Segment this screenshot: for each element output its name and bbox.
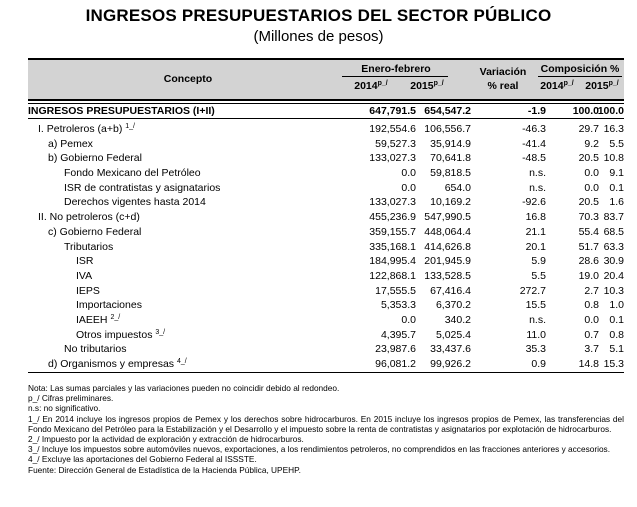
value-2015: 547,990.5 [424, 211, 471, 224]
value-2015: 70,641.8 [430, 152, 471, 165]
value-2015: 67,416.4 [430, 284, 471, 297]
value-2014: 23,987.6 [375, 343, 416, 356]
composicion-2015: 9.1 [609, 167, 624, 180]
row-label: IAEEH $^{2\_/}$ [76, 313, 121, 326]
value-2014: 4,395.7 [380, 328, 416, 341]
value-2014: 133,027.3 [369, 152, 416, 165]
table-row [28, 342, 624, 357]
value-2015: 59,818.5 [430, 167, 471, 180]
variacion-real: n.s. [529, 167, 546, 180]
header-real: % real [487, 80, 519, 92]
composicion-2015: 63.3 [603, 240, 624, 253]
table-body [28, 103, 624, 373]
footnote-ref: 1_/ [125, 123, 135, 130]
value-2015: 99,926.2 [430, 358, 471, 370]
table-row [28, 357, 624, 373]
composicion-2014: 20.5 [578, 196, 599, 209]
footnote-ref: 2_/ [110, 313, 121, 321]
row-label: a) Pemex [48, 137, 93, 150]
table-row [28, 151, 624, 166]
table-row [28, 195, 624, 210]
composicion-2014: 100.0 [572, 105, 599, 117]
row-label: Otros impuestos $^{3\_/}$ [76, 328, 166, 341]
note-preliminares: p_/ Cifras preliminares. [28, 393, 114, 404]
note-4: 4_/ Excluye las aportaciones del Gobierno Federal al ISSSTE. [28, 454, 257, 465]
value-2014: 59,527.3 [375, 137, 416, 150]
composicion-2015: 30.9 [603, 255, 624, 268]
value-2015: 6,370.2 [435, 299, 471, 312]
note-no-significativo: n.s: no significativo. [28, 403, 101, 414]
footnotes [28, 383, 624, 475]
row-label: Derechos vigentes hasta 2014 [64, 196, 206, 209]
table-row [28, 137, 624, 152]
composicion-2015: 5.5 [609, 137, 624, 150]
value-2014: 192,554.6 [369, 123, 416, 135]
table-row [28, 328, 624, 343]
composicion-2015: 1.0 [609, 299, 624, 312]
variacion-real: -48.5 [522, 152, 546, 165]
value-2014: 17,555.5 [375, 284, 416, 297]
table-header [28, 58, 624, 101]
value-2014: 0.0 [401, 313, 416, 326]
note-redondeo: Nota: Las sumas parciales y las variaciones pueden no coincidir debido al redondeo. [28, 383, 340, 393]
composicion-2015: 5.1 [609, 343, 624, 356]
row-label: II. No petroleros (c+d) [38, 211, 140, 224]
composicion-2015: 16.3 [603, 123, 624, 135]
composicion-2015: 10.3 [603, 284, 624, 297]
table-row [28, 313, 624, 328]
row-label: Importaciones [76, 299, 142, 312]
value-2015: 5,025.4 [435, 328, 471, 341]
composicion-2014: 51.7 [578, 240, 599, 253]
header-underline-composicion [538, 76, 622, 77]
value-2014: 184,995.4 [369, 255, 416, 268]
composicion-2015: 15.3 [603, 358, 624, 370]
variacion-real: 16.8 [525, 211, 546, 224]
composicion-2014: 28.6 [578, 255, 599, 268]
table-row [28, 181, 624, 196]
table-row [28, 103, 624, 119]
composicion-2014: 19.0 [578, 269, 599, 282]
footnote-ref: 3_/ [155, 328, 166, 336]
row-label: c) Gobierno Federal [48, 225, 142, 238]
composicion-2015: 100.0 [597, 105, 624, 117]
note-fuente: Fuente: Dirección General de Estadística de la Hacienda Pública, UPEHP. [28, 464, 301, 475]
variacion-real: -1.9 [527, 105, 546, 117]
row-label: Tributarios [64, 240, 114, 253]
header-year-2014: $2014^{p\_/}$ [354, 80, 388, 92]
row-label: d) Organismos y empresas $^{4\_/}$ [48, 358, 187, 370]
variacion-real: -46.3 [522, 123, 546, 135]
variacion-real: 20.1 [525, 240, 546, 253]
composicion-2014: 3.7 [584, 343, 599, 356]
composicion-2014: 20.5 [578, 152, 599, 165]
variacion-real: 35.3 [525, 343, 546, 356]
table-row [28, 122, 624, 137]
row-label: ISR de contratistas y asignatarios [64, 181, 221, 194]
header-variacion: Variación [479, 66, 527, 78]
note-1: 1_/ En 2014 incluye los ingresos propios de Pemex y los derechos sobre hidrocarburos. En 2015 incluye los ingresos propios de Pemex, las transferencias del Fondo Mexicano del Petróleo para la Estabilización y el Desarrollo y el impuesto sobre la renta de contratistas y asignatarios por explotación de hidrocarburos. [28, 413, 624, 434]
value-2014: 133,027.3 [369, 196, 416, 209]
row-label: I. Petroleros (a+b) $^{1\_/}$ [38, 123, 135, 135]
row-label: IVA [76, 269, 93, 282]
value-2014: 455,236.9 [369, 211, 416, 224]
value-2014: 335,168.1 [369, 240, 416, 253]
header-comp-2015: $2015^{p\_/}$ [585, 80, 619, 92]
variacion-real: 0.9 [531, 358, 546, 370]
composicion-2014: 0.0 [584, 313, 599, 326]
value-2015: 10,169.2 [430, 196, 471, 209]
composicion-2015: 0.8 [609, 328, 624, 341]
composicion-2015: 68.5 [603, 225, 624, 238]
row-label: ISR [76, 255, 94, 268]
composicion-2014: 0.0 [584, 167, 599, 180]
composicion-2014: 29.7 [578, 123, 599, 135]
variacion-real: 15.5 [525, 299, 546, 312]
header-composicion: Composición % [540, 63, 620, 75]
header-comp-2014: $2014^{p\_/}$ [540, 80, 574, 92]
composicion-2015: 20.4 [603, 269, 624, 282]
composicion-2014: 9.2 [584, 137, 599, 150]
composicion-2014: 2.7 [584, 284, 599, 297]
table-row [28, 210, 624, 225]
value-2015: 654.0 [444, 181, 471, 194]
header-enero-febrero: Enero-febrero [361, 63, 431, 75]
footnote-ref: 4_/ [176, 358, 187, 365]
composicion-2015: 10.8 [603, 152, 624, 165]
variacion-real: 21.1 [525, 225, 546, 238]
value-2015: 448,064.4 [424, 225, 471, 238]
variacion-real: -92.6 [522, 196, 546, 209]
value-2015: 654,547.2 [424, 105, 471, 117]
header-concepto: Concepto [163, 73, 213, 85]
row-label: INGRESOS PRESUPUESTARIOS (I+II) [28, 105, 215, 117]
composicion-2014: 0.0 [584, 181, 599, 194]
value-2015: 35,914.9 [430, 137, 471, 150]
variacion-real: 272.7 [519, 284, 546, 297]
value-2014: 122,868.1 [369, 269, 416, 282]
row-label: Fondo Mexicano del Petróleo [64, 167, 201, 180]
variacion-real: 5.9 [531, 255, 546, 268]
table-row [28, 225, 624, 240]
variacion-real: 5.5 [531, 269, 546, 282]
header-year-2015: $2015^{p\_/}$ [410, 80, 444, 92]
composicion-2015: 0.1 [609, 181, 624, 194]
note-3: 3_/ Incluye los impuestos sobre automóviles nuevos, exportaciones, a los rendimientos petroleros, no comprendidos en las fracciones anteriores y accesorios. [28, 444, 611, 455]
row-label: b) Gobierno Federal [48, 152, 142, 165]
table-row [28, 269, 624, 284]
value-2014: 647,791.5 [369, 105, 416, 117]
variacion-real: n.s. [529, 313, 546, 326]
value-2014: 0.0 [401, 167, 416, 180]
page-subtitle: (Millones de pesos) [253, 28, 384, 45]
value-2015: 340.2 [444, 313, 471, 326]
composicion-2014: 0.8 [584, 299, 599, 312]
variacion-real: n.s. [529, 181, 546, 194]
note-2: 2_/ Impuesto por la actividad de exploración y extracción de hidrocarburos. [28, 434, 304, 445]
variacion-real: -41.4 [522, 137, 546, 150]
value-2014: 5,353.3 [380, 299, 416, 312]
value-2015: 201,945.9 [424, 255, 471, 268]
row-label: IEPS [76, 284, 100, 297]
page-title: INGRESOS PRESUPUESTARIOS DEL SECTOR PÚBLICO [85, 6, 552, 25]
value-2015: 133,528.5 [424, 269, 471, 282]
composicion-2014: 70.3 [578, 211, 599, 224]
composicion-2014: 0.7 [584, 328, 599, 341]
value-2015: 106,556.7 [424, 123, 471, 135]
value-2014: 359,155.7 [369, 225, 416, 238]
value-2014: 0.0 [401, 181, 416, 194]
composicion-2015: 83.7 [603, 211, 624, 224]
table-row [28, 298, 624, 313]
variacion-real: 11.0 [526, 328, 546, 341]
composicion-2014: 55.4 [578, 225, 599, 238]
value-2015: 33,437.6 [430, 343, 471, 356]
table-row [28, 284, 624, 299]
composicion-2014: 14.8 [578, 358, 599, 370]
table-row [28, 240, 624, 255]
header-underline-enero [342, 76, 448, 77]
composicion-2015: 0.1 [609, 313, 624, 326]
value-2014: 96,081.2 [375, 358, 416, 370]
table-row [28, 166, 624, 181]
table-row [28, 254, 624, 269]
value-2015: 414,626.8 [424, 240, 471, 253]
row-label: No tributarios [64, 343, 127, 356]
composicion-2015: 1.6 [609, 196, 624, 209]
